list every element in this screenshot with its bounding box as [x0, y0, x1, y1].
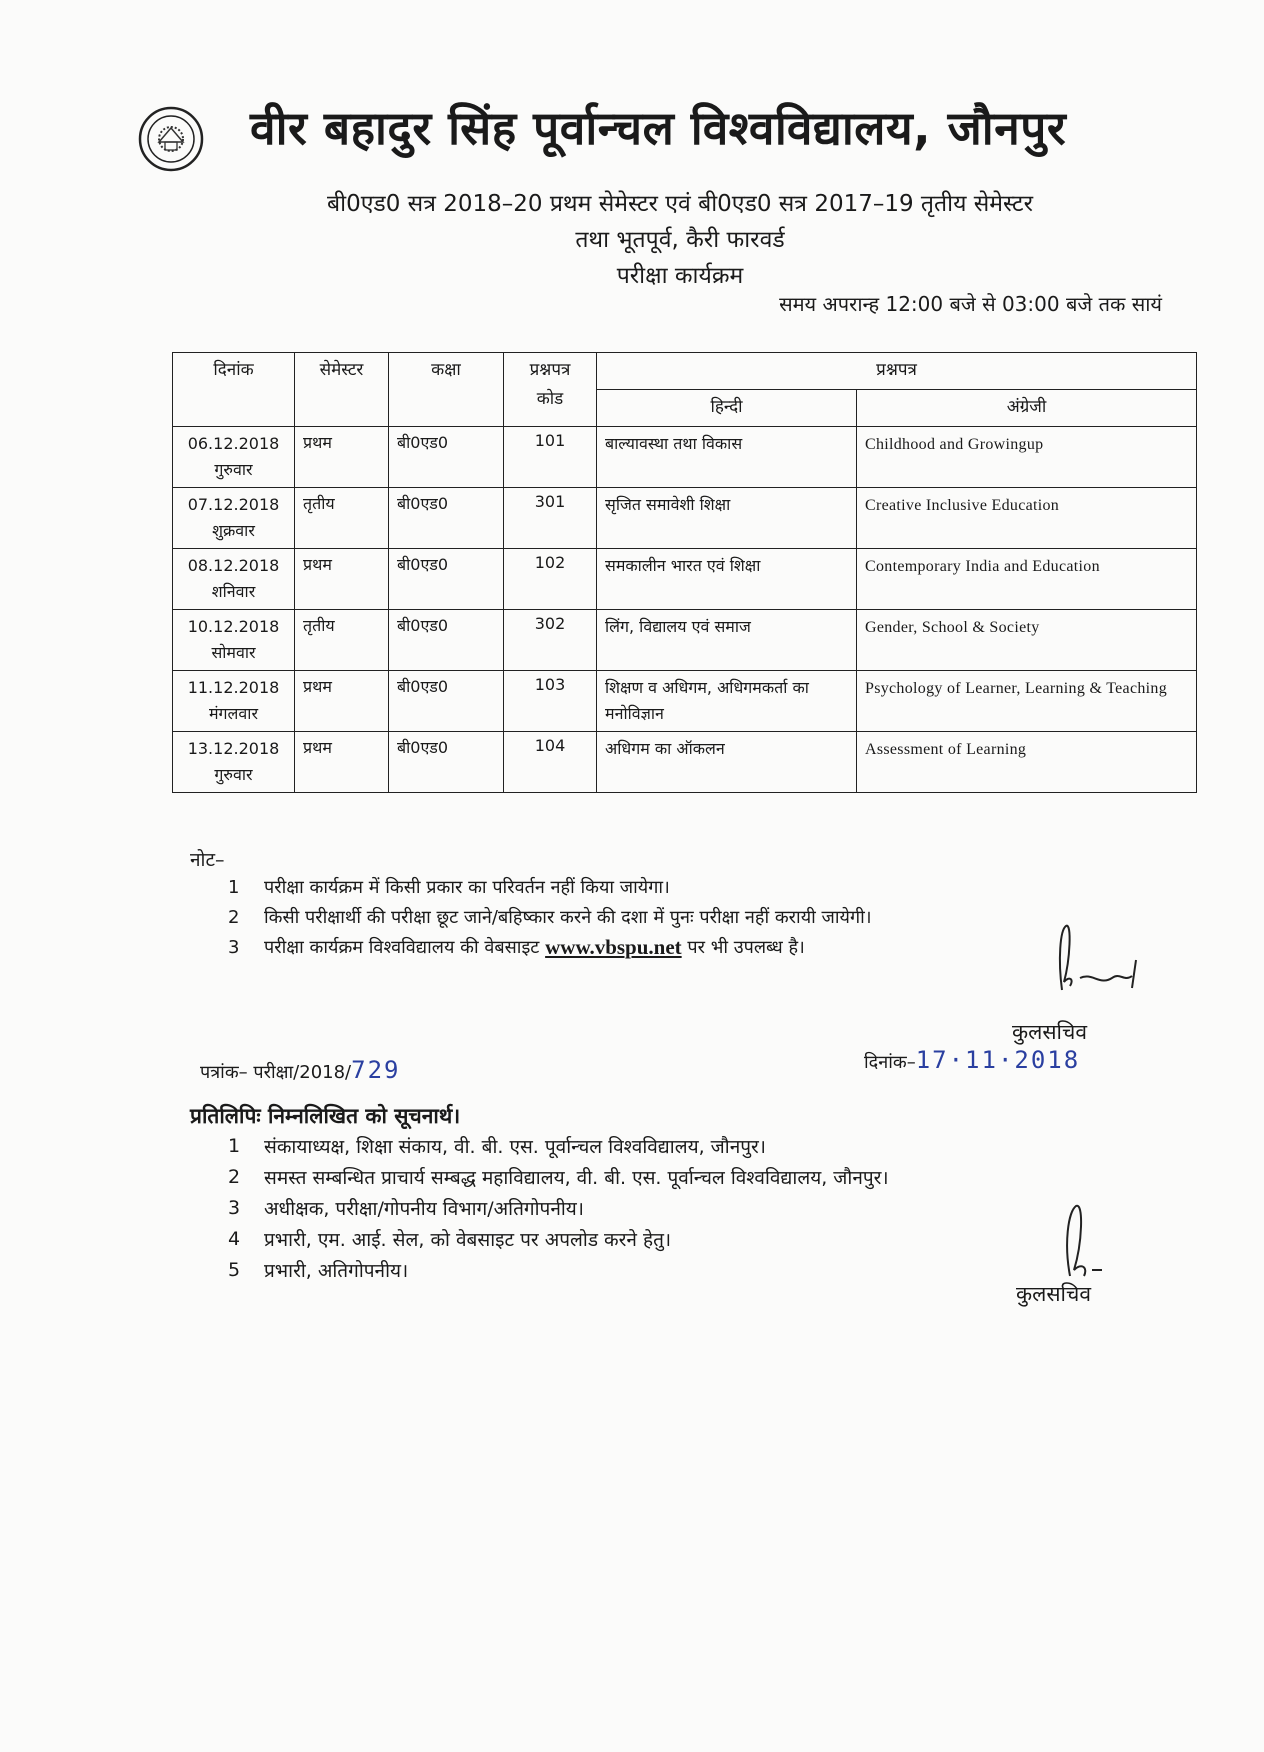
cell-english: Psychology of Learner, Learning & Teaching [857, 671, 1197, 732]
copy-text: प्रभारी, एम. आई. सेल, को वेबसाइट पर अपलोड करने हेतु। [264, 1228, 672, 1251]
header-paper-code [504, 353, 597, 427]
exam-date: 06.12.2018 [187, 434, 280, 453]
cell-date [173, 610, 295, 671]
schedule-heading: परीक्षा कार्यक्रम [616, 263, 744, 289]
note-text: परीक्षा कार्यक्रम में किसी प्रकार का परिवर्तन नहीं किया जायेगा। [264, 877, 670, 898]
cell-english: Creative Inclusive Education [857, 488, 1197, 549]
table-row [173, 549, 1197, 610]
course-line: बी0एड0 सत्र 2018–20 प्रथम सेमेस्टर एवं बी0एड0 सत्र 2017–19 तृतीय सेमेस्टर [326, 191, 1034, 217]
header-class: कक्षा [389, 353, 504, 427]
exam-day: शनिवार [211, 582, 256, 601]
cell-english: Contemporary India and Education [857, 549, 1197, 610]
copy-number: 2 [228, 1165, 241, 1188]
exam-timing: समय अपरान्ह 12:00 बजे से 03:00 बजे तक सायं [779, 292, 1162, 316]
table-row [173, 732, 1197, 793]
category-line: तथा भूतपूर्व, कैरी फारवर्ड [575, 227, 785, 253]
table-row [173, 671, 1197, 732]
signature-mark [1050, 1200, 1110, 1280]
cell-date [173, 732, 295, 793]
registrar-designation: कुलसचिव [1012, 1020, 1088, 1044]
copy-number: 1 [228, 1134, 241, 1157]
exam-day: मंगलवार [208, 704, 258, 723]
cell-hindi: लिंग, विद्यालय एवं समाज [597, 610, 857, 671]
cell-class: बी0एड0 [389, 671, 504, 732]
cell-hindi: शिक्षण व अधिगम, अधिगमकर्ता का मनोविज्ञान [597, 671, 857, 732]
letter-date-prefix: दिनांक– [864, 1052, 916, 1073]
exam-day: गुरुवार [214, 765, 253, 784]
university-title: वीर बहादुर सिंह पूर्वान्चल विश्वविद्यालय, जौनपुर [250, 101, 1067, 155]
letter-reference [200, 1056, 400, 1084]
exam-day: शुक्रवार [212, 521, 255, 540]
exam-day: सोमवार [211, 643, 256, 662]
cell-code: 101 [504, 427, 597, 488]
exam-day: गुरुवार [214, 460, 253, 479]
header-date: दिनांक [173, 353, 295, 427]
table-row [173, 488, 1197, 549]
note-number: 3 [228, 936, 240, 958]
header-code-line2: कोड [536, 389, 564, 409]
cell-date [173, 427, 295, 488]
table-header-row [173, 353, 1197, 390]
copy-number: 4 [228, 1227, 241, 1250]
cell-date [173, 488, 295, 549]
letter-date-value: 17·11·2018 [915, 1046, 1081, 1074]
cell-hindi: अधिगम का ऑकलन [597, 732, 857, 793]
copy-item [228, 1192, 1188, 1223]
copy-number: 3 [228, 1196, 241, 1219]
cell-semester: प्रथम [295, 427, 389, 488]
cell-class: बी0एड0 [389, 549, 504, 610]
note-text: परीक्षा कार्यक्रम विश्वविद्यालय की वेबसाइट [264, 937, 540, 958]
header-hindi: हिन्दी [597, 390, 857, 427]
cell-code: 301 [504, 488, 597, 549]
copy-text: समस्त सम्बन्धित प्राचार्य सम्बद्ध महाविद्यालय, वी. बी. एस. पूर्वान्चल विश्वविद्यालय, जौनपुर। [264, 1166, 889, 1189]
note-text-end: पर भी उपलब्ध है। [687, 937, 805, 958]
exam-date: 13.12.2018 [187, 739, 280, 758]
letter-ref-prefix: पत्रांक– परीक्षा/2018/ [200, 1062, 352, 1083]
copy-list [228, 1130, 1188, 1285]
cell-semester: तृतीय [295, 610, 389, 671]
copy-item [228, 1223, 1188, 1254]
cell-semester: प्रथम [295, 732, 389, 793]
header-english: अंग्रेजी [857, 390, 1197, 427]
cell-hindi: समकालीन भारत एवं शिक्षा [597, 549, 857, 610]
cell-class: बी0एड0 [389, 427, 504, 488]
note-text: किसी परीक्षार्थी की परीक्षा छूट जाने/बहिष्कार करने की दशा में पुनः परीक्षा नहीं करायी जायेगी। [264, 907, 872, 928]
cell-date [173, 671, 295, 732]
cell-class: बी0एड0 [389, 488, 504, 549]
exam-date: 10.12.2018 [187, 617, 280, 636]
exam-date: 07.12.2018 [187, 495, 280, 514]
note-item [228, 872, 1188, 902]
header-semester: सेमेस्टर [295, 353, 389, 427]
cell-english: Gender, School & Society [857, 610, 1197, 671]
registrar-designation: कुलसचिव [1016, 1282, 1092, 1306]
cell-hindi: सृजित समावेशी शिक्षा [597, 488, 857, 549]
copy-heading: प्रतिलिपिः निम्नलिखित को सूचनार्थ। [190, 1104, 461, 1128]
exam-schedule-table [172, 352, 1197, 793]
cell-english: Assessment of Learning [857, 732, 1197, 793]
exam-date: 08.12.2018 [187, 556, 280, 575]
copy-item [228, 1130, 1188, 1161]
website-link[interactable]: www.vbspu.net [545, 934, 682, 959]
cell-code: 103 [504, 671, 597, 732]
copy-text: संकायाध्यक्ष, शिक्षा संकाय, वी. बी. एस. पूर्वान्चल विश्वविद्यालय, जौनपुर। [264, 1135, 767, 1158]
copy-text: अधीक्षक, परीक्षा/गोपनीय विभाग/अतिगोपनीय। [264, 1197, 585, 1220]
header-paper: प्रश्नपत्र [597, 353, 1197, 390]
exam-date: 11.12.2018 [187, 678, 280, 697]
university-seal-icon [138, 106, 204, 172]
letter-date [864, 1046, 1080, 1074]
cell-code: 302 [504, 610, 597, 671]
cell-date [173, 549, 295, 610]
cell-code: 102 [504, 549, 597, 610]
cell-class: बी0एड0 [389, 610, 504, 671]
notes-heading: नोट– [190, 849, 225, 871]
copy-number: 5 [228, 1258, 241, 1281]
cell-hindi: बाल्यावस्था तथा विकास [597, 427, 857, 488]
table-row [173, 610, 1197, 671]
table-row [173, 427, 1197, 488]
copy-text: प्रभारी, अतिगोपनीय। [264, 1259, 409, 1282]
note-number: 2 [228, 906, 240, 928]
copy-item [228, 1161, 1188, 1192]
cell-semester: प्रथम [295, 549, 389, 610]
header-code-line1: प्रश्नपत्र [529, 360, 571, 380]
cell-semester: तृतीय [295, 488, 389, 549]
signature-mark [1040, 920, 1150, 1000]
cell-code: 104 [504, 732, 597, 793]
cell-english: Childhood and Growingup [857, 427, 1197, 488]
cell-semester: प्रथम [295, 671, 389, 732]
letter-ref-number: 729 [351, 1056, 401, 1084]
note-number: 1 [228, 876, 240, 898]
cell-class: बी0एड0 [389, 732, 504, 793]
